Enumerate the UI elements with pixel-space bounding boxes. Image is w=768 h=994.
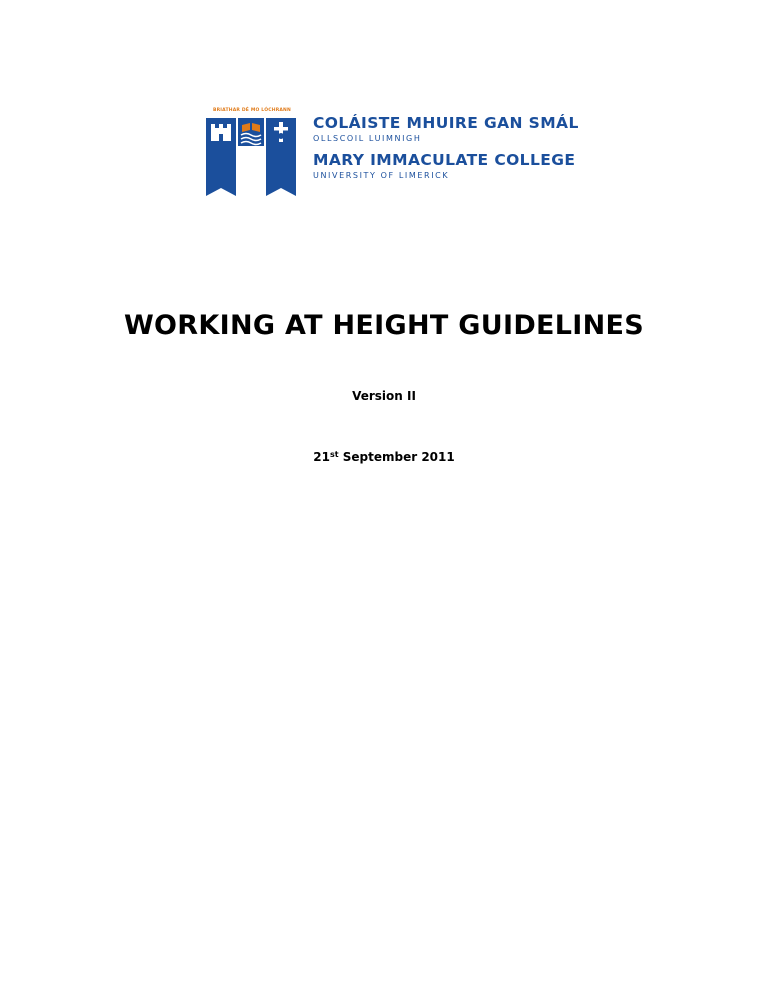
date-month-year: September 2011: [338, 450, 455, 464]
date-day: 21: [313, 450, 330, 464]
date-ordinal-suffix: st: [329, 450, 339, 459]
document-version: Version II: [352, 389, 416, 403]
document-title: WORKING AT HEIGHT GUIDELINES: [123, 310, 645, 341]
university-name-english: UNIVERSITY OF LIMERICK: [313, 171, 450, 180]
crest-motto: BRIATHAR DÉ MO LÓCHRANN: [213, 108, 291, 113]
college-name-irish: COLÁISTE MHUIRE GAN SMÁL: [313, 114, 579, 132]
university-name-irish: OLLSCOIL LUIMNIGH: [313, 134, 422, 143]
college-crest-icon: [204, 108, 300, 204]
college-logo: [204, 108, 584, 204]
college-names: [313, 114, 579, 188]
college-name-english: MARY IMMACULATE COLLEGE: [313, 151, 576, 169]
document-date: [0, 450, 768, 464]
